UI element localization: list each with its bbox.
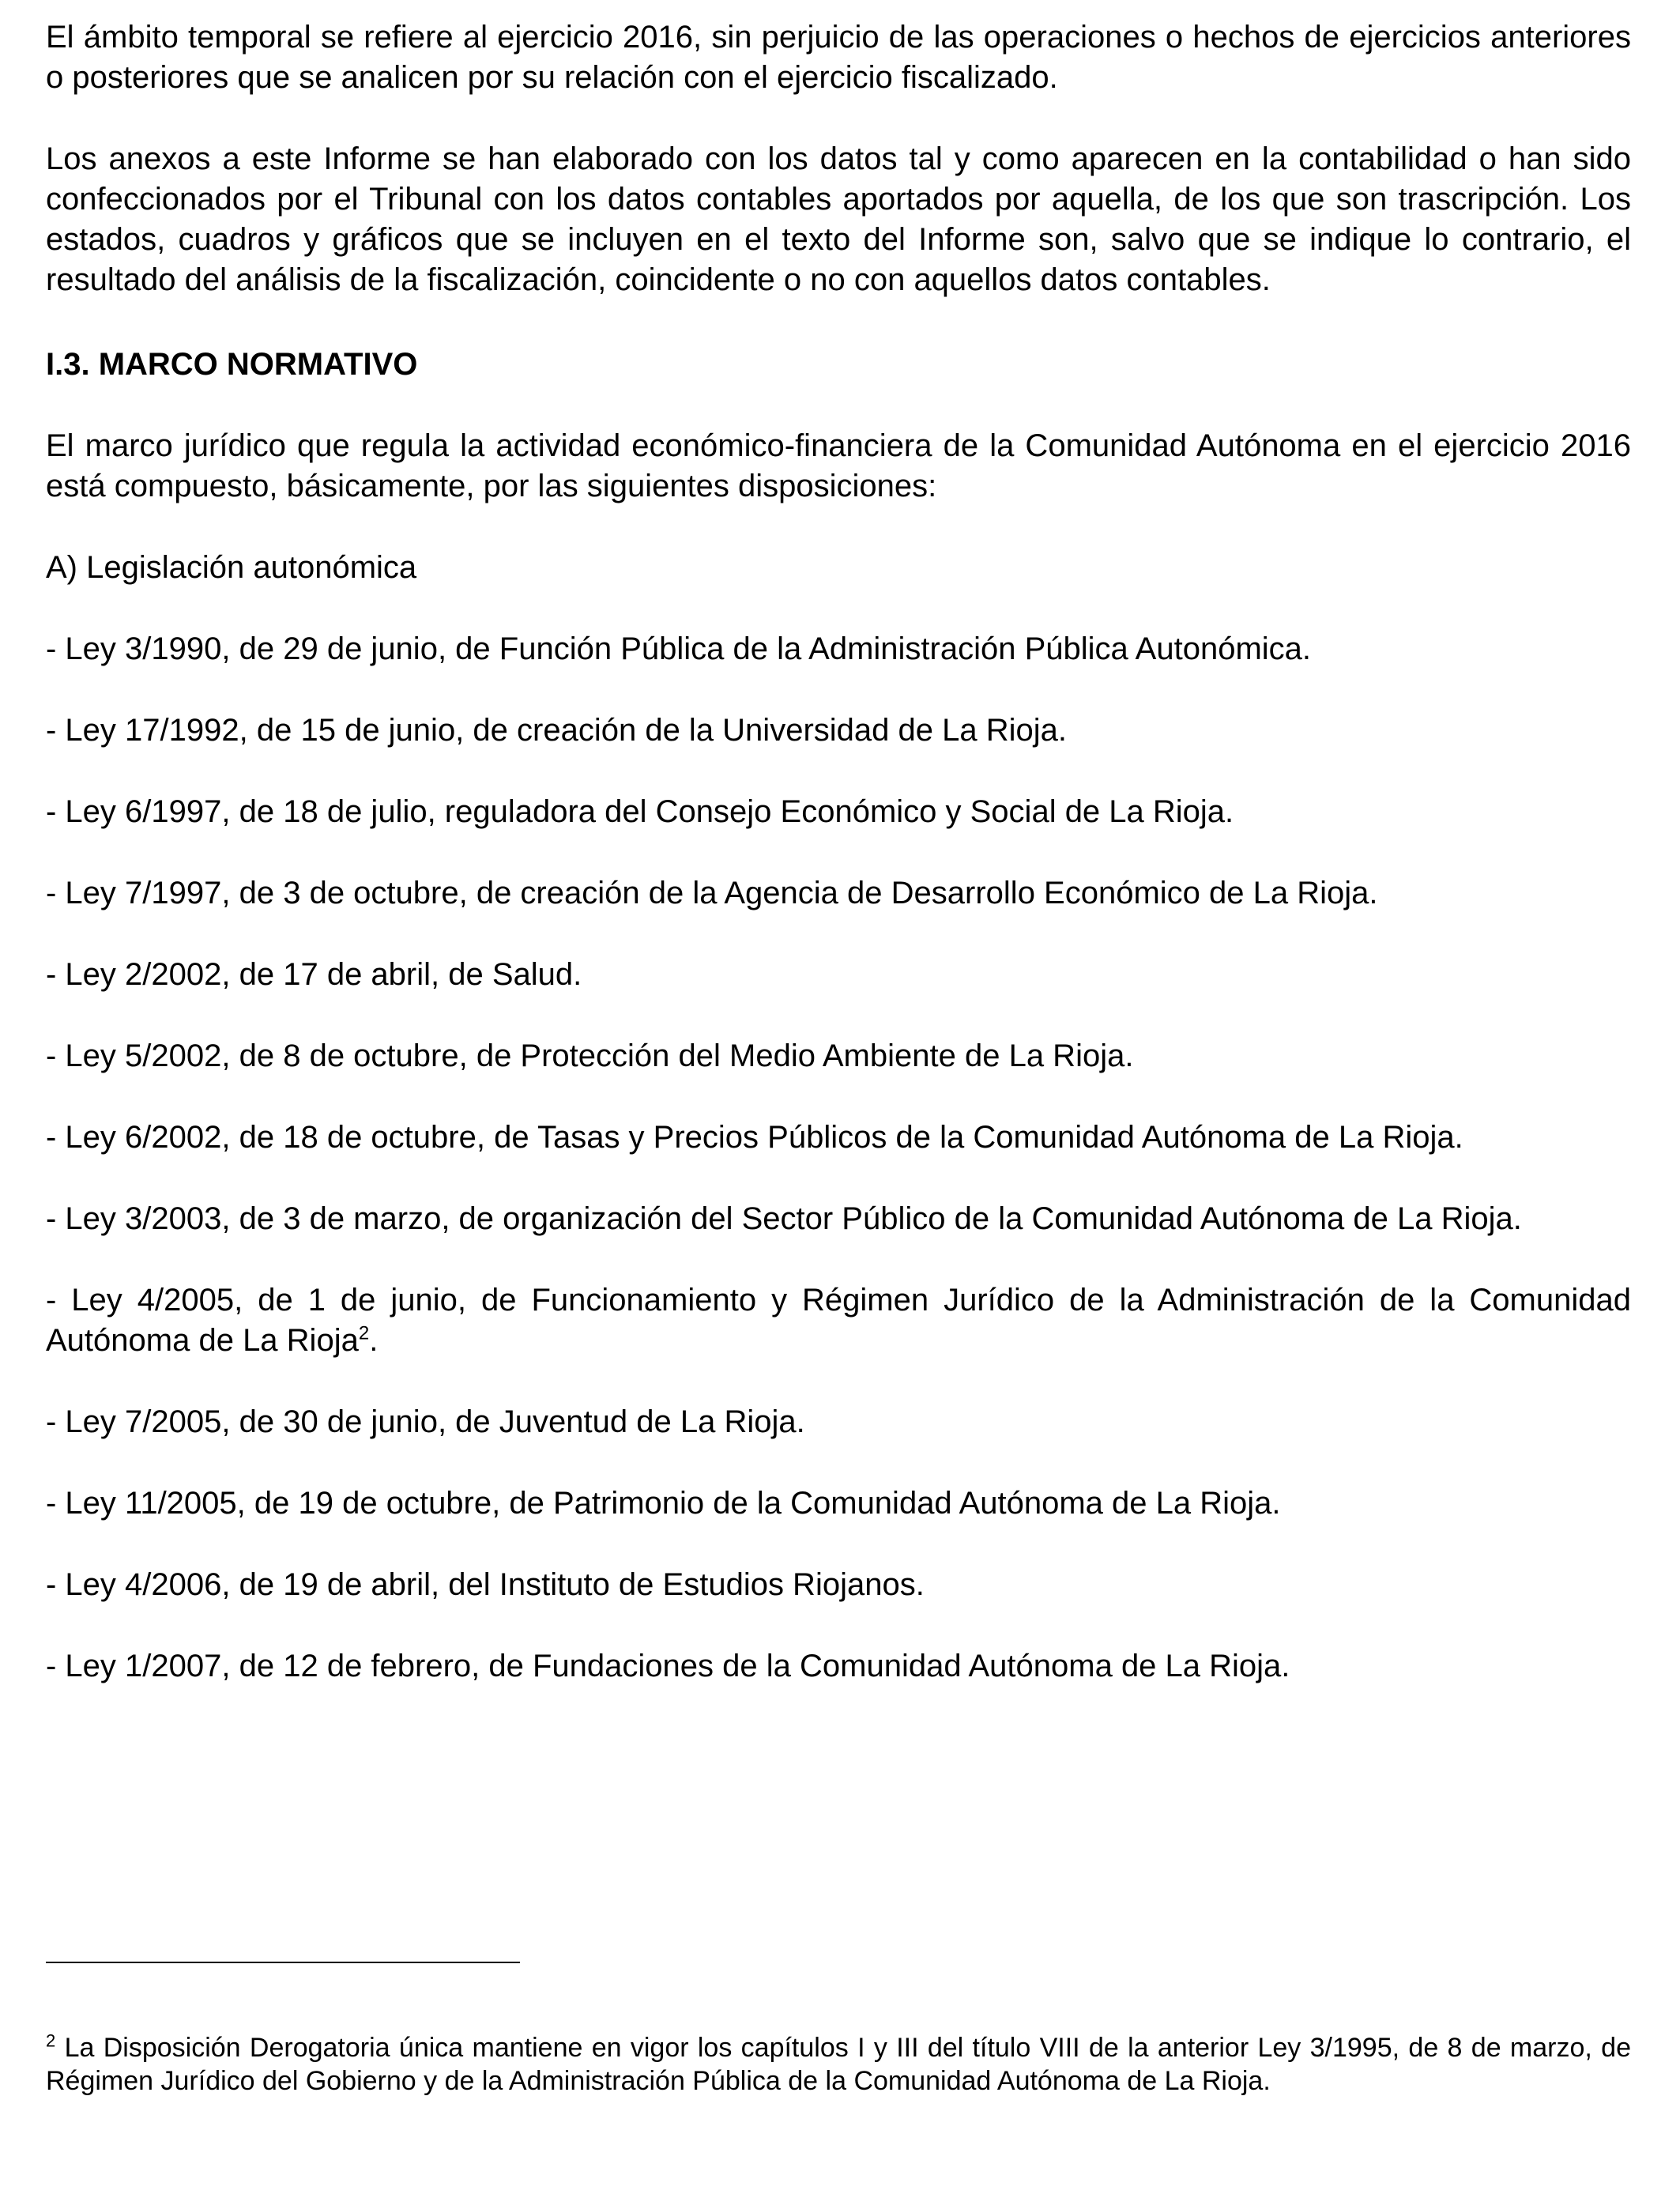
law-item: - Ley 11/2005, de 19 de octubre, de Patrimonio de la Comunidad Autónoma de La Rioja. <box>46 1486 1281 1521</box>
law-item: - Ley 7/2005, de 30 de junio, de Juventud de La Rioja. <box>46 1404 805 1439</box>
intro-paragraph-annexes: Los anexos a este Informe se han elaborado con los datos tal y como aparecen en la contabilidad o han sido confeccionados por el Tribunal con los datos contables aportados por aquella, de los que son trascripción. Los estados, cuadros y gráficos que se incluyen en el texto del Informe son, salvo que se indique lo contrario, el resultado del análisis de la fiscalización, coincidente o no con aquellos datos contables. <box>46 141 1631 297</box>
law-item: - Ley 17/1992, de 15 de junio, de creación de la Universidad de La Rioja. <box>46 713 1067 748</box>
footnote-text: La Disposición Derogatoria única mantiene en vigor los capítulos I y III del título VIII de la anterior Ley 3/1995, de 8 de marzo, de Régimen Jurídico del Gobierno y de la Administración Pública de la Comunidad Autónoma de La Rioja. <box>46 2033 1631 2096</box>
law-item: - Ley 7/1997, de 3 de octubre, de creación de la Agencia de Desarrollo Económico de La Rioja. <box>46 876 1378 910</box>
law-item: - Ley 5/2002, de 8 de octubre, de Protección del Medio Ambiente de La Rioja. <box>46 1039 1134 1073</box>
law-item: - Ley 4/2006, de 19 de abril, del Instituto de Estudios Riojanos. <box>46 1567 925 1602</box>
footnote-separator <box>46 1962 520 1963</box>
law-item: - Ley 3/1990, de 29 de junio, de Función Pública de la Administración Pública Autonómica. <box>46 631 1312 666</box>
law-item-text: - Ley 4/2005, de 1 de junio, de Funcionamiento y Régimen Jurídico de la Administración de la Comunidad Autónoma de La Rioja <box>46 1283 1631 1358</box>
intro-paragraph-temporal-scope: El ámbito temporal se refiere al ejercicio 2016, sin perjuicio de las operaciones o hechos de ejercicios anteriores o posteriores que se analicen por su relación con el ejercicio fiscalizado. <box>46 20 1631 95</box>
footnote-number: 2 <box>46 2030 56 2051</box>
law-item-with-footnote <box>46 1280 1631 1361</box>
law-item: - Ley 6/2002, de 18 de octubre, de Tasas y Precios Públicos de la Comunidad Autónoma de La Rioja. <box>46 1120 1463 1155</box>
section-heading: I.3. MARCO NORMATIVO <box>46 347 418 382</box>
footnote <box>46 2031 1631 2098</box>
section-intro-paragraph: El marco jurídico que regula la actividad económico-financiera de la Comunidad Autónoma en el ejercicio 2016 está compuesto, básicamente, por las siguientes disposiciones: <box>46 428 1631 503</box>
law-item-period: . <box>369 1323 379 1358</box>
law-item: - Ley 2/2002, de 17 de abril, de Salud. <box>46 957 582 992</box>
document-page <box>46 17 1631 1728</box>
footnote-reference[interactable]: 2 <box>358 1322 370 1344</box>
subsection-heading: A) Legislación autonómica <box>46 550 417 585</box>
law-item: - Ley 1/2007, de 12 de febrero, de Fundaciones de la Comunidad Autónoma de La Rioja. <box>46 1649 1290 1683</box>
law-item: - Ley 6/1997, de 18 de julio, reguladora del Consejo Económico y Social de La Rioja. <box>46 794 1234 829</box>
law-item: - Ley 3/2003, de 3 de marzo, de organización del Sector Público de la Comunidad Autónoma de La Rioja. <box>46 1201 1522 1236</box>
